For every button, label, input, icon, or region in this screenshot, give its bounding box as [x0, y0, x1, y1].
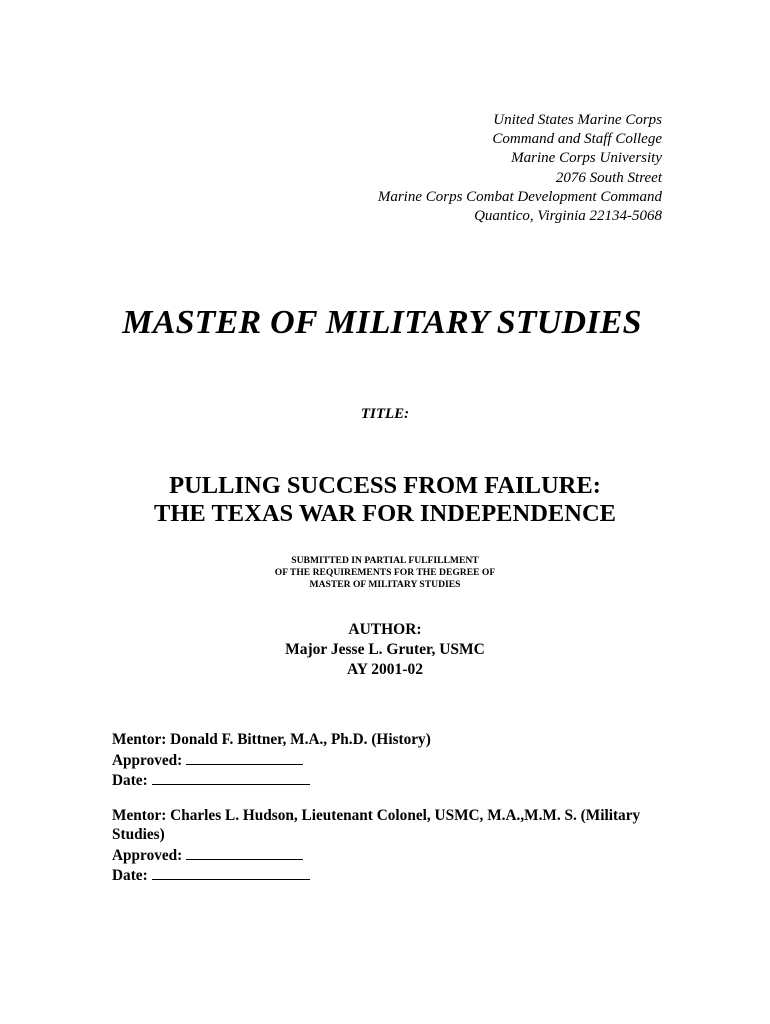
degree-title: MASTER OF MILITARY STUDIES	[122, 304, 642, 341]
mentor-1-name: Mentor: Donald F. Bittner, M.A., Ph.D. (History)	[112, 731, 431, 748]
date-label: Date:	[112, 867, 148, 884]
title-label: TITLE:	[360, 406, 410, 422]
paper-title-line: THE TEXAS WAR FOR INDEPENDENCE	[154, 500, 616, 527]
submission-line: MASTER OF MILITARY STUDIES	[309, 579, 461, 590]
mentor-2-approved-row	[112, 845, 672, 866]
address-line: Quantico, Virginia 22134-5068	[474, 208, 662, 225]
mentor-2-name-continued: Studies)	[112, 826, 165, 843]
paper-title	[0, 472, 770, 528]
approved-label: Approved:	[112, 846, 183, 864]
address-line: United States Marine Corps	[493, 112, 662, 128]
paper-title-line: PULLING SUCCESS FROM FAILURE:	[169, 472, 601, 499]
date-signature-line	[152, 770, 310, 785]
submission-statement	[0, 555, 770, 591]
submission-line: SUBMITTED IN PARTIAL FULFILLMENT	[291, 555, 479, 566]
submission-line: OF THE REQUIREMENTS FOR THE DEGREE OF	[274, 567, 496, 578]
approved-signature-line	[186, 750, 303, 765]
mentor-approvals	[112, 730, 672, 886]
academic-year: AY 2001-02	[347, 661, 423, 678]
mentor-1-approved-row	[112, 750, 672, 771]
approved-signature-line	[186, 845, 303, 860]
mentor-2-name: Mentor: Charles L. Hudson, Lieutenant Colonel, USMC, M.A.,M.M. S. (Military	[112, 806, 641, 824]
date-signature-line	[152, 865, 310, 880]
mentor-1-date-row	[112, 770, 672, 791]
approved-label: Approved:	[112, 751, 183, 769]
address-line: Marine Corps University	[511, 150, 662, 167]
author-block	[0, 620, 770, 680]
address-line: 2076 South Street	[555, 169, 662, 186]
address-line: Marine Corps Combat Development Command	[377, 188, 662, 205]
date-label: Date:	[112, 772, 148, 789]
author-name: Major Jesse L. Gruter, USMC	[285, 641, 485, 658]
mentor-2-date-row	[112, 865, 672, 886]
address-line: Command and Staff College	[492, 131, 662, 148]
institution-address	[378, 111, 662, 226]
author-label: AUTHOR:	[348, 621, 422, 638]
